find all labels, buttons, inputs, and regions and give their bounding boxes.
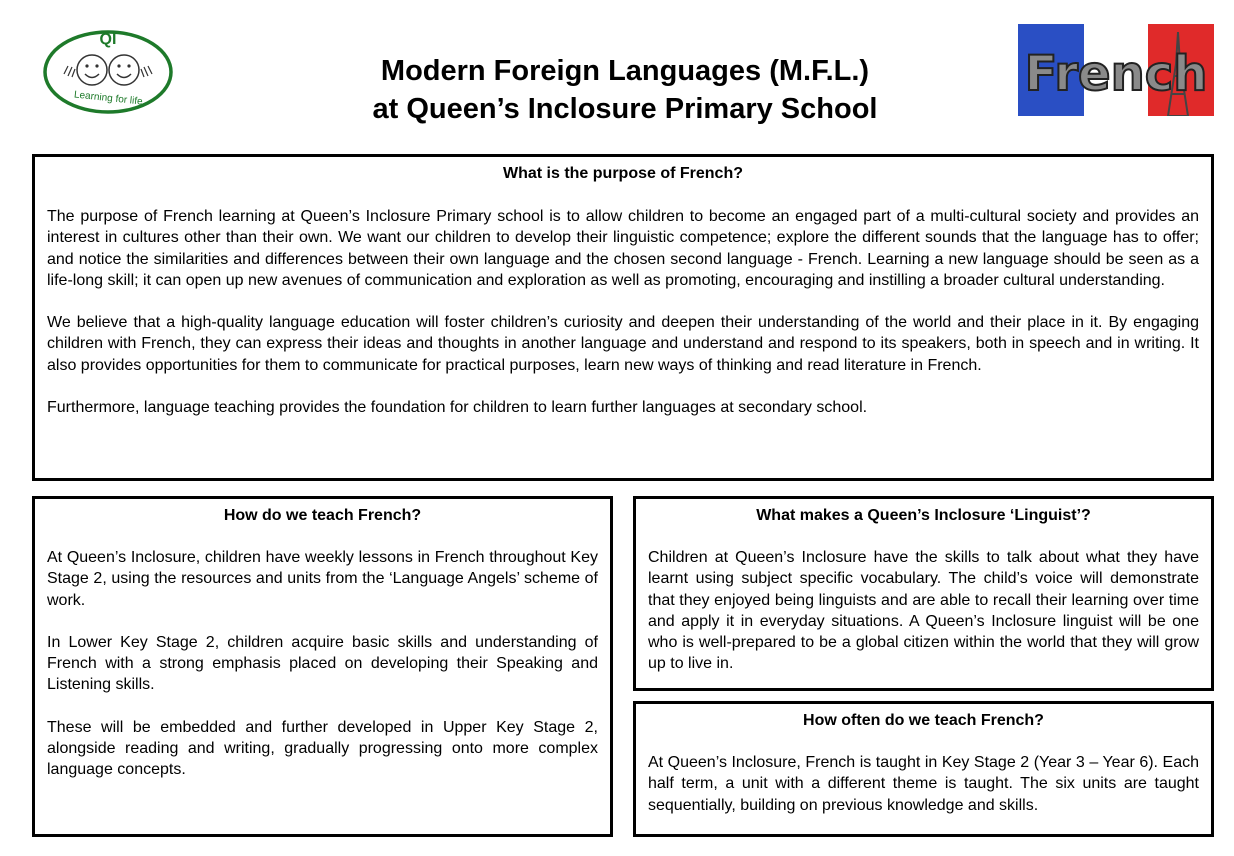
section-heading: How do we teach French? <box>223 507 422 524</box>
school-logo-tagline: Learning for life <box>73 89 144 108</box>
frequency-section <box>633 701 1214 837</box>
paragraph: At Queen’s Inclosure, French is taught in Key Stage 2 (Year 3 – Year 6). Each half term, a unit with a different theme is taught. The six units are taught sequentially, building on previous knowledge and skills. <box>648 754 1199 814</box>
paragraph: These will be embedded and further developed in Upper Key Stage 2, alongside reading and writing, gradually progressing onto more complex language concepts. <box>47 718 598 779</box>
page-title-line-2: at Queen’s Inclosure Primary School <box>372 93 878 125</box>
section-heading: What makes a Queen’s Inclosure ‘Linguist’? <box>756 507 1091 524</box>
paragraph: In Lower Key Stage 2, children acquire basic skills and understanding of French with a strong emphasis placed on developing their Speaking and Listening skills. <box>47 633 598 694</box>
french-flag-eiffel-tower-logo-icon <box>1018 24 1214 116</box>
purpose-section <box>32 154 1214 481</box>
paragraph: Furthermore, language teaching provides the foundation for children to learn further languages at secondary school. <box>47 399 868 417</box>
school-logo-text: QI <box>99 31 117 48</box>
paragraph: The purpose of French learning at Queen’s Inclosure Primary school is to allow children to become an engaged part of a multi-cultural society and provides an interest in cultures other than their own. We want our children to develop their linguistic competence; explore the different sounds that the language has to offer; and notice the similarities and differences between their own language and the chosen second language - French. Learning a new language should be seen as a life-long skill; it can open up new avenues of communication and exploration as well as promoting, encouraging and instilling a broader cultural understanding. <box>47 208 1199 289</box>
page-title-line-1: Modern Foreign Languages (M.F.L.) <box>380 55 870 87</box>
french-logo <box>1018 24 1214 116</box>
linguist-section <box>633 496 1214 691</box>
paragraph: Children at Queen’s Inclosure have the skills to talk about what they have learnt using subject specific vocabulary. The child’s voice will demonstrate that they enjoyed being linguists and are able to recall their learning over time and apply it in everyday situations. A Queen’s Inclosure linguist will be one who is well-prepared to be a global citizen within the world that they will grow up to live in. <box>648 549 1199 673</box>
school-logo <box>40 26 176 118</box>
two-smiling-faces-logo-icon <box>40 26 176 118</box>
paragraph: We believe that a high-quality language education will foster children’s curiosity and deepen their understanding of the world and their place in it. By engaging children with French, they can express their ideas and thoughts in another language and understand and respond to its speakers, both in speech and in writing. It also provides opportunities for them to communicate for practical purposes, learn new ways of thinking and read literature in French. <box>47 314 1199 374</box>
french-logo-text: French <box>1024 46 1208 102</box>
section-heading: How often do we teach French? <box>803 712 1044 729</box>
paragraph: At Queen’s Inclosure, children have weekly lessons in French throughout Key Stage 2, using the resources and units from the ‘Language Angels’ scheme of work. <box>47 549 598 609</box>
how-section <box>32 496 613 837</box>
section-heading: What is the purpose of French? <box>502 165 743 182</box>
page-title <box>300 52 950 128</box>
